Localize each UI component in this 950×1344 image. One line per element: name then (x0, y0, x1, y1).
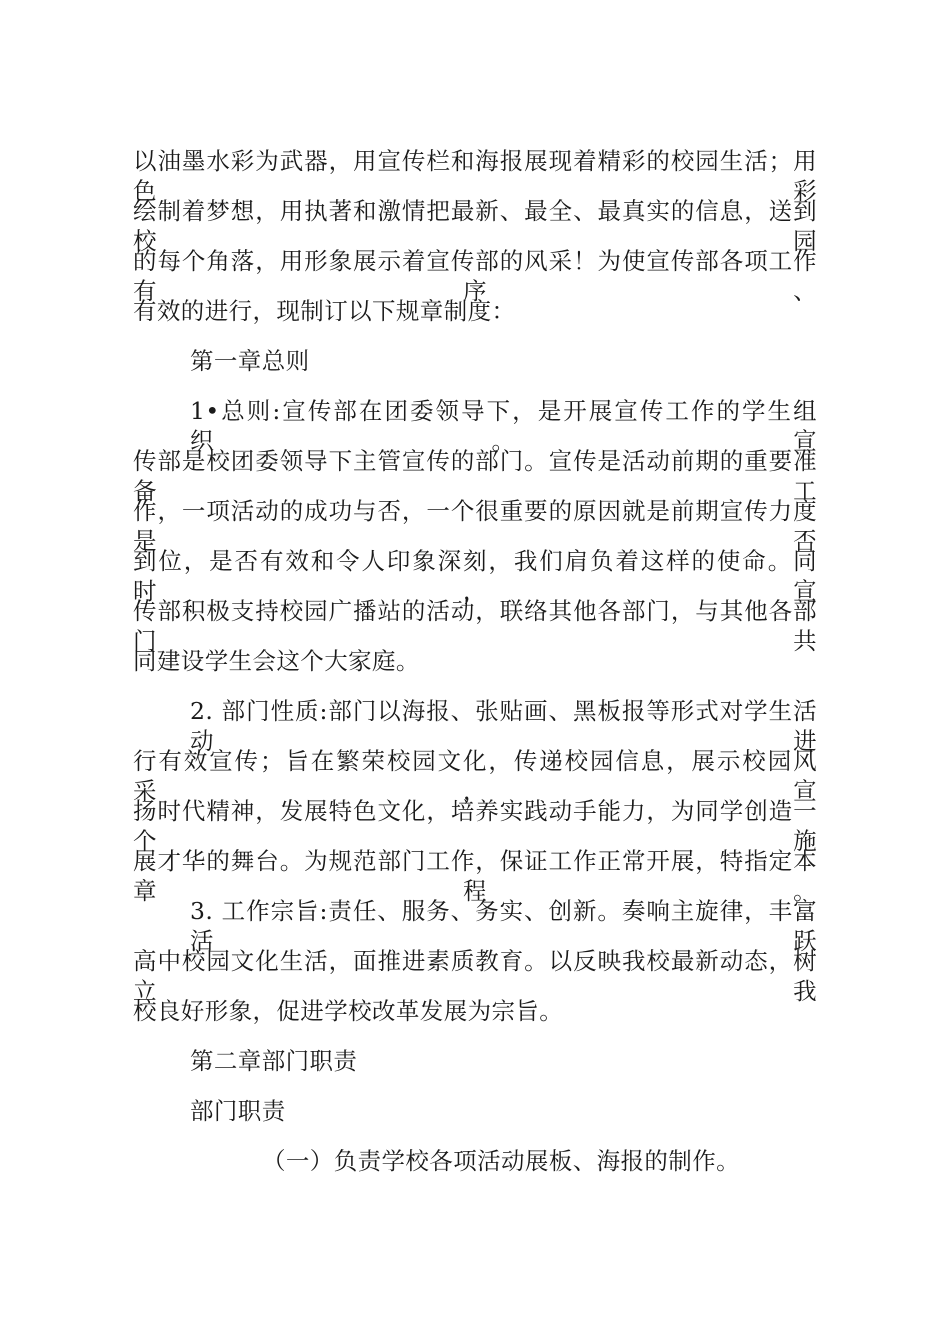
paragraph-line: 展才华的舞台。为规范部门工作，保证工作正常开展，特指定本章程。 (133, 847, 817, 905)
section-heading: 部门职责 (190, 1097, 286, 1125)
paragraph-line: 1•总则:宣传部在团委领导下，是开展宣传工作的学生组织。宣 (190, 397, 817, 455)
paragraph-line: 作，一项活动的成功与否，一个很重要的原因就是前期宣传力度是否 (133, 497, 817, 555)
list-item: （一）负责学校各项活动展板、海报的制作。 (262, 1147, 740, 1175)
paragraph-line: 以油墨水彩为武器，用宣传栏和海报展现着精彩的校园生活；用色彩 (133, 147, 817, 205)
paragraph-line: 校良好形象，促进学校改革发展为宗旨。 (133, 997, 564, 1025)
chapter-heading: 第一章总则 (190, 347, 310, 375)
chapter-heading: 第二章部门职责 (190, 1047, 358, 1075)
paragraph-line: 绘制着梦想，用执著和激情把最新、最全、最真实的信息，送到校园 (133, 197, 817, 255)
paragraph-line: 同建设学生会这个大家庭。 (133, 647, 420, 675)
paragraph-line: 到位，是否有效和令人印象深刻，我们肩负着这样的使命。同时，宣 (133, 547, 817, 605)
paragraph-line: 扬时代精神，发展特色文化，培养实践动手能力，为同学创造一个施 (133, 797, 817, 855)
paragraph-line: 传部是校团委领导下主管宣传的部门。宣传是活动前期的重要准备工 (133, 447, 817, 505)
paragraph-line: 高中校园文化生活，面推进素质教育。以反映我校最新动态，树立我 (133, 947, 817, 1005)
paragraph-line: 传部积极支持校园广播站的活动，联络其他各部门，与其他各部门共 (133, 597, 817, 655)
paragraph-line: 2. 部门性质:部门以海报、张贴画、黑板报等形式对学生活动进 (190, 697, 817, 755)
paragraph-line: 3. 工作宗旨:责任、服务、务实、创新。奏响主旋律，丰富活跃 (190, 897, 817, 955)
paragraph-line: 有效的进行，现制订以下规章制度： (133, 297, 516, 325)
paragraph-line: 行有效宣传；旨在繁荣校园文化，传递校园信息，展示校园风采，宣 (133, 747, 817, 805)
paragraph-line: 的每个角落，用形象展示着宣传部的风采！为使宣传部各项工作有序、 (133, 247, 817, 305)
